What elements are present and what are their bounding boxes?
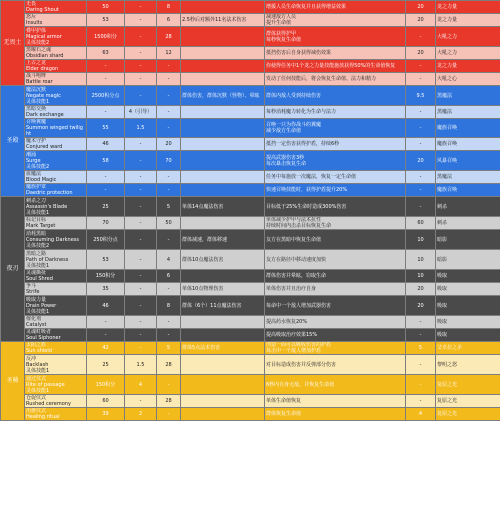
cast-time-cell: 4（引导） <box>125 106 157 119</box>
cast-time-cell: - <box>125 27 157 47</box>
range-cell: - <box>406 329 436 342</box>
skill-line-cell: 黑魔法 <box>436 171 500 184</box>
cost-cell: 39 <box>87 408 125 421</box>
table-row <box>1 86 500 106</box>
duration-cell: - <box>157 171 181 184</box>
skill-name-cell: 战斗咆哮 Battle roar <box>25 73 87 86</box>
range-cell: - <box>406 27 436 47</box>
skill-name-cell: 吸取力量 Drain Power 灵体技能1 <box>25 296 87 316</box>
cast-time-cell: - <box>125 342 157 355</box>
skill-name-cell: 魔法沉默 Negate magic 灵体技能1 <box>25 86 87 106</box>
table-row <box>1 119 500 138</box>
duration-cell: - <box>157 106 181 119</box>
table-row <box>1 138 500 151</box>
duration-cell: 5 <box>157 342 181 355</box>
damage-cell <box>181 395 265 408</box>
skill-line-cell: 魔族召唤 <box>436 119 500 138</box>
cast-time-cell: - <box>125 86 157 106</box>
damage-cell <box>181 316 265 329</box>
table-row <box>1 342 500 355</box>
damage-cell <box>181 138 265 151</box>
cast-time-cell: - <box>125 138 157 151</box>
effect-cell: 友方在路径中移动速度加快 <box>265 250 406 270</box>
table-row <box>1 1 500 14</box>
skill-line-cell: 魔族召唤 <box>436 138 500 151</box>
cost-cell: - <box>87 73 125 86</box>
range-cell: - <box>406 106 436 119</box>
cast-time-cell: - <box>125 60 157 73</box>
cast-time-cell: - <box>125 151 157 171</box>
cost-cell: 250积分点 <box>87 230 125 250</box>
skill-line-cell: 黑魔法 <box>436 106 500 119</box>
skill-line-cell: 吸取 <box>436 296 500 316</box>
skill-name-cell: 灵魂撕扯 Soul Shred <box>25 270 87 283</box>
duration-cell: 12 <box>157 47 181 60</box>
table-row <box>1 395 500 408</box>
cost-cell: 2500积分点 <box>87 86 125 106</box>
damage-cell <box>181 73 265 86</box>
table-row <box>1 27 500 47</box>
range-cell: 20 <box>406 283 436 296</box>
duration-cell: - <box>157 329 181 342</box>
cast-time-cell: - <box>125 217 157 230</box>
cost-cell: 150积分 <box>87 270 125 283</box>
damage-cell: 群体（6个）11点魔法伤害 <box>181 296 265 316</box>
effect-cell: 创造一面可以吸收伤害的护盾 每击中一个敌人增加护盾 <box>265 342 406 355</box>
cost-cell: 46 <box>87 296 125 316</box>
duration-cell: - <box>157 184 181 197</box>
skill-line-cell: 龙之力量 <box>436 14 500 27</box>
damage-cell <box>181 184 265 197</box>
skill-line-cell: 魔族召唤 <box>436 184 500 197</box>
cost-cell: 25 <box>87 355 125 375</box>
cost-cell: - <box>87 60 125 73</box>
effect-cell: 每命中一个敌人增加武器伤害 <box>265 296 406 316</box>
effect-cell: 每秒消耗魔力转化为生命与法力 <box>265 106 406 119</box>
cast-time-cell: 1.5 <box>125 119 157 138</box>
cost-cell: - <box>87 184 125 197</box>
table-row <box>1 171 500 184</box>
table-row <box>1 106 500 119</box>
effect-cell: 目标低于25%生命时造成300%伤害 <box>265 197 406 217</box>
cast-time-cell: - <box>125 1 157 14</box>
skill-name-cell: 争斗 Strife <box>25 283 87 296</box>
duration-cell: 8 <box>157 1 181 14</box>
cast-time-cell: 4 <box>125 375 157 395</box>
duration-cell: 4 <box>157 250 181 270</box>
skill-line-cell: 吸取 <box>436 316 500 329</box>
cast-time-cell: - <box>125 184 157 197</box>
skill-line-cell: 大吼之力 <box>436 27 500 47</box>
range-cell: 10 <box>406 250 436 270</box>
damage-cell: 群体减速，群体移速 <box>181 230 265 250</box>
range-cell: - <box>406 119 436 138</box>
duration-cell: 28 <box>157 395 181 408</box>
cast-time-cell: - <box>125 395 157 408</box>
cost-cell: 55 <box>87 119 125 138</box>
skill-line-cell: 龙之力量 <box>436 60 500 73</box>
cast-time-cell: - <box>125 14 157 27</box>
skill-name-cell: 灵魂虹吸者 Soul Siphoner <box>25 329 87 342</box>
skill-name-cell: 治愈仪式 Healing ritual <box>25 408 87 421</box>
skill-name-cell: 叠甲护体 Magical armor 灵体技能2 <box>25 27 87 47</box>
effect-cell: 单体伤害并且治疗自身 <box>265 283 406 296</box>
damage-cell: 群体5点法术伤害 <box>181 342 265 355</box>
skill-line-cell: 风暴召唤 <box>436 151 500 171</box>
effect-cell: 减速敌方人员 提升生命值 <box>265 14 406 27</box>
table-row <box>1 217 500 230</box>
skill-line-cell: 暗影 <box>436 250 500 270</box>
duration-cell: 6 <box>157 270 181 283</box>
cast-time-cell: - <box>125 230 157 250</box>
duration-cell: 6 <box>157 14 181 27</box>
cost-cell: 35 <box>87 283 125 296</box>
table-row <box>1 197 500 217</box>
cost-cell: 25 <box>87 197 125 217</box>
table-row <box>1 283 500 296</box>
range-cell: - <box>406 138 436 151</box>
cost-cell: 42 <box>87 342 125 355</box>
range-cell: 20 <box>406 151 436 171</box>
class-group-label: 无畏士 <box>1 1 25 86</box>
skill-name-cell: 上古之龙 Elder dragon <box>25 60 87 73</box>
duration-cell: 28 <box>157 27 181 47</box>
skill-name-cell: 血魔法 Blood Magic <box>25 171 87 184</box>
damage-cell: 单体14点魔法伤害 <box>181 197 265 217</box>
effect-cell: 群体恢复生命值 <box>265 408 406 421</box>
skill-name-cell: 黑暗之路 Path of Darkness 灵体技能1 <box>25 250 87 270</box>
damage-cell <box>181 217 265 230</box>
table-row <box>1 296 500 316</box>
range-cell: 10 <box>406 230 436 250</box>
skill-name-cell: 刺杀之刀 Assassin's Blade 灵体技能1 <box>25 197 87 217</box>
cost-cell: 70 <box>87 217 125 230</box>
effect-cell: 召唤一只为你战斗的翼魔 减少敌方生命值 <box>265 119 406 138</box>
cast-time-cell: - <box>125 270 157 283</box>
table-row <box>1 355 500 375</box>
skill-line-cell: 黑魔法 <box>436 86 500 106</box>
duration-cell: 20 <box>157 138 181 151</box>
effect-cell: 发动了任何技能后，将会恢复生命值、法力和精力 <box>265 73 406 86</box>
skill-line-cell: 复原之光 <box>436 395 500 408</box>
skill-line-cell: 吸取 <box>436 270 500 283</box>
cost-cell: 150积分 <box>87 375 125 395</box>
range-cell: 4 <box>406 408 436 421</box>
range-cell: 20 <box>406 296 436 316</box>
class-group-label: 夜刃 <box>1 197 25 342</box>
damage-cell <box>181 408 265 421</box>
cast-time-cell: - <box>125 171 157 184</box>
duration-cell: - <box>157 73 181 86</box>
effect-cell: 群体内敌人受到持续伤害 <box>265 86 406 106</box>
table-row <box>1 14 500 27</box>
effect-cell: 增援人员生命恢复并且获得增益效果 <box>265 1 406 14</box>
effect-cell: 抵挡伤害后自身获得减伤效果 <box>265 47 406 60</box>
effect-cell: 提高吸取治疗效果15% <box>265 329 406 342</box>
skill-name-cell: 催化剂 Catalyst <box>25 316 87 329</box>
table-row <box>1 375 500 395</box>
damage-cell <box>181 47 265 60</box>
damage-cell <box>181 151 265 171</box>
skill-name-cell: 通过仪式 Rite of passage 灵体技能1 <box>25 375 87 395</box>
cost-cell: 1500积分 <box>87 27 125 47</box>
effect-cell: 快速召唤技能时，获得护盾提升20% <box>265 184 406 197</box>
skill-name-cell: 召唤翼魔 Summon winged twilight <box>25 119 87 138</box>
range-cell: - <box>406 395 436 408</box>
range-cell: 5 <box>406 342 436 355</box>
duration-cell: - <box>157 86 181 106</box>
damage-cell: 单体10点物理伤害 <box>181 283 265 296</box>
effect-cell: 群体获得护甲 每秒恢复生命值 <box>265 27 406 47</box>
range-cell: 20 <box>406 47 436 60</box>
skill-line-cell: 黎明之怒 <box>436 355 500 375</box>
skill-line-cell: 吸取 <box>436 283 500 296</box>
skill-name-cell: 仓促仪式 Rushed ceremony <box>25 395 87 408</box>
cost-cell: - <box>87 329 125 342</box>
range-cell: - <box>406 171 436 184</box>
skill-name-cell: 怒斥 Insults <box>25 14 87 27</box>
range-cell: 60 <box>406 217 436 230</box>
effect-cell: 单体减少护甲与法术抗性 持续时间内击杀目标恢复生命 <box>265 217 406 230</box>
cast-time-cell: - <box>125 296 157 316</box>
skill-name-cell: 魔术守护 Conjured ward <box>25 138 87 151</box>
cast-time-cell: - <box>125 47 157 60</box>
effect-cell: 提高药水恢复20% <box>265 316 406 329</box>
skill-name-cell: 标记目标 Mark Target <box>25 217 87 230</box>
cast-time-cell: - <box>125 197 157 217</box>
cost-cell: - <box>87 106 125 119</box>
effect-cell: 6秒内自身无敌，并恢复生命值 <box>265 375 406 395</box>
range-cell: - <box>406 316 436 329</box>
duration-cell: - <box>157 230 181 250</box>
table-row <box>1 73 500 86</box>
cost-cell: 63 <box>87 47 125 60</box>
table-row <box>1 250 500 270</box>
skill-line-cell: 复原之光 <box>436 375 500 395</box>
skill-line-cell: 复原之光 <box>436 408 500 421</box>
skill-name-cell: 反冲 Backlash 灵体技能1 <box>25 355 87 375</box>
table-row <box>1 316 500 329</box>
table-row <box>1 60 500 73</box>
cost-cell: 58 <box>87 151 125 171</box>
skill-name-cell: 无畏 Daring Shout <box>25 1 87 14</box>
skill-line-cell: 刺杀 <box>436 217 500 230</box>
table-row <box>1 230 500 250</box>
cast-time-cell: 1.5 <box>125 355 157 375</box>
skill-name-cell: 魔族护罩 Daedric protection <box>25 184 87 197</box>
range-cell: 20 <box>406 14 436 27</box>
effect-cell: 提高武器伤害3秒 每次暴击恢复生命 <box>265 151 406 171</box>
cost-cell: - <box>87 316 125 329</box>
damage-cell <box>181 119 265 138</box>
skill-name-cell: 黑曜石之魂 Obsidian shard <box>25 47 87 60</box>
cost-cell: 46 <box>87 138 125 151</box>
damage-cell <box>181 171 265 184</box>
damage-cell <box>181 270 265 283</box>
range-cell: - <box>406 375 436 395</box>
range-cell: - <box>406 73 436 86</box>
table-row <box>1 47 500 60</box>
damage-cell <box>181 329 265 342</box>
skill-line-cell: 吸取 <box>436 329 500 342</box>
range-cell: - <box>406 197 436 217</box>
skill-name-cell: 潮涌 Surge 灵体技能2 <box>25 151 87 171</box>
cost-cell: 53 <box>87 14 125 27</box>
skill-line-cell: 大吼之力 <box>436 47 500 60</box>
damage-cell: 群体10点魔法伤害 <box>181 250 265 270</box>
table-row <box>1 184 500 197</box>
cost-cell: 50 <box>87 1 125 14</box>
range-cell: 10 <box>406 270 436 283</box>
range-cell: - <box>406 355 436 375</box>
duration-cell: - <box>157 60 181 73</box>
table-row <box>1 408 500 421</box>
effect-cell: 群体伤害并晕眩，窃取生命 <box>265 270 406 283</box>
duration-cell: 8 <box>157 296 181 316</box>
damage-cell: 2.5秒后对额外11名法术伤害 <box>181 14 265 27</box>
damage-cell <box>181 106 265 119</box>
range-cell: 20 <box>406 1 436 14</box>
skill-line-cell: 刺杀 <box>436 197 500 217</box>
duration-cell: - <box>157 408 181 421</box>
duration-cell: - <box>157 283 181 296</box>
effect-cell: 你使得任务中1个龙之力量技能施放获得50%的生命值恢复 <box>265 60 406 73</box>
class-group-label: 圣骑 <box>1 342 25 421</box>
duration-cell: - <box>157 316 181 329</box>
skill-name-cell: 太阳之盾 Sun shield <box>25 342 87 355</box>
duration-cell: 28 <box>157 355 181 375</box>
skill-name-cell: 消耗黑暗 Consuming Darkness 灵体技能2 <box>25 230 87 250</box>
class-group-label: 圣殿 <box>1 86 25 197</box>
duration-cell: 50 <box>157 217 181 230</box>
table-row <box>1 151 500 171</box>
range-cell: - <box>406 60 436 73</box>
effect-cell: 任务中每施放一次魔法，恢复一定生命值 <box>265 171 406 184</box>
skill-line-cell: 龙之力量 <box>436 1 500 14</box>
table-row <box>1 270 500 283</box>
cost-cell: 53 <box>87 250 125 270</box>
skill-line-cell: 大吼之心 <box>436 73 500 86</box>
cast-time-cell: - <box>125 283 157 296</box>
cast-time-cell: 2 <box>125 408 157 421</box>
damage-cell <box>181 60 265 73</box>
skill-line-cell: 艾卓拉之矛 <box>436 342 500 355</box>
cost-cell: - <box>87 171 125 184</box>
cast-time-cell: - <box>125 329 157 342</box>
effect-cell: 友方在黑暗中恢复生命值 <box>265 230 406 250</box>
damage-cell <box>181 1 265 14</box>
duration-cell: - <box>157 119 181 138</box>
range-cell: - <box>406 184 436 197</box>
cast-time-cell: - <box>125 250 157 270</box>
damage-cell <box>181 27 265 47</box>
duration-cell: 5 <box>157 197 181 217</box>
range-cell: 9.5 <box>406 86 436 106</box>
cast-time-cell: - <box>125 73 157 86</box>
effect-cell: 单体生命值恢复 <box>265 395 406 408</box>
damage-cell: 群体伤害，群体沉默（怪物）、晕眩 <box>181 86 265 106</box>
table-row <box>1 329 500 342</box>
cast-time-cell: - <box>125 316 157 329</box>
effect-cell: 对目标造成伤害并反弹部分伤害 <box>265 355 406 375</box>
duration-cell: - <box>157 375 181 395</box>
effect-cell: 抵挡一定伤害获得护盾，持续6秒 <box>265 138 406 151</box>
skill-line-cell: 暗影 <box>436 230 500 250</box>
damage-cell <box>181 355 265 375</box>
damage-cell <box>181 375 265 395</box>
cost-cell: 60 <box>87 395 125 408</box>
skill-name-cell: 黑暗交换 Dark exchange <box>25 106 87 119</box>
duration-cell: 70 <box>157 151 181 171</box>
